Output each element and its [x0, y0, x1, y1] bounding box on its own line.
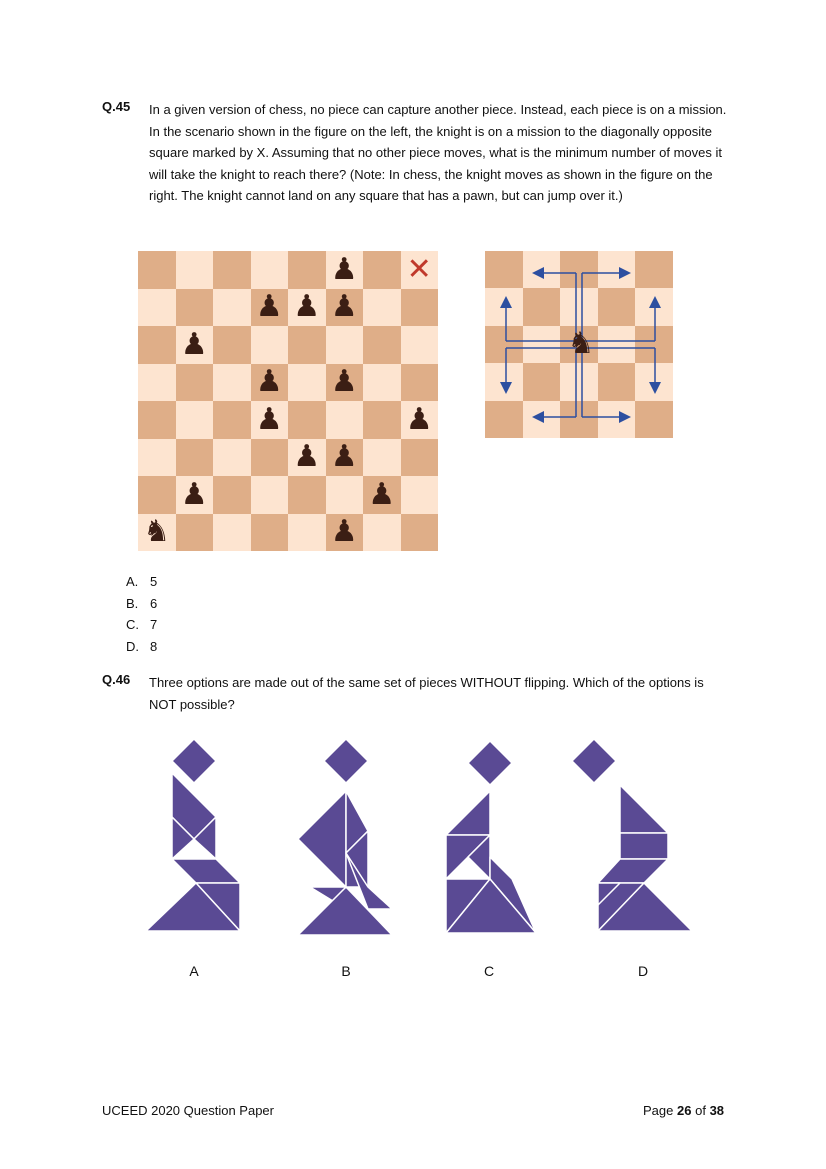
pawn-icon: ♟ — [255, 289, 283, 325]
question-text: Three options are made out of the same set of pieces WITHOUT flipping. Which of the options is NOT possible? — [149, 675, 704, 712]
board-square — [138, 251, 176, 289]
board-square — [138, 289, 176, 327]
tangram-figure-d — [572, 739, 692, 931]
board-square — [213, 476, 251, 514]
board-square — [213, 364, 251, 402]
board-square — [288, 326, 326, 364]
pawn-icon: ♟ — [293, 439, 321, 475]
page-number — [643, 1103, 724, 1118]
pawn-icon: ♟ — [330, 439, 358, 475]
board-square — [176, 401, 214, 439]
board-square — [363, 289, 401, 327]
board-square — [213, 401, 251, 439]
board-square — [363, 514, 401, 552]
knight-piece: ♞ — [567, 326, 595, 361]
board-square — [288, 439, 326, 477]
board-square — [176, 439, 214, 477]
board-square — [326, 326, 364, 364]
board-square — [213, 439, 251, 477]
pawn-icon: ♟ — [405, 401, 433, 437]
board-square — [326, 289, 364, 327]
pawn-icon: ♟ — [330, 289, 358, 325]
pawn-icon: ♟ — [330, 251, 358, 287]
answer-option — [126, 636, 157, 658]
option-value: 6 — [150, 595, 158, 611]
board-square — [401, 439, 439, 477]
board-square — [213, 289, 251, 327]
board-square — [213, 514, 251, 552]
board-square — [363, 251, 401, 289]
board-square — [401, 326, 439, 364]
target-x-icon: ✕ — [406, 252, 432, 286]
board-square — [288, 289, 326, 327]
board-square — [138, 514, 176, 552]
answer-option — [126, 614, 157, 636]
board-square — [251, 364, 289, 402]
figure-label-c: C — [483, 963, 495, 979]
board-square — [401, 289, 439, 327]
board-square — [176, 514, 214, 552]
board-square — [326, 401, 364, 439]
board-square — [363, 439, 401, 477]
board-square — [326, 364, 364, 402]
tangram-figures — [140, 735, 700, 940]
pawn-icon: ♟ — [180, 476, 208, 512]
board-square — [251, 289, 289, 327]
board-square — [401, 476, 439, 514]
board-square — [176, 289, 214, 327]
board-square — [176, 326, 214, 364]
option-label: D. — [126, 638, 139, 654]
board-square — [213, 326, 251, 364]
footer-title: UCEED 2020 Question Paper — [102, 1103, 274, 1118]
answer-option — [126, 571, 157, 593]
page-current: 26 — [677, 1103, 692, 1118]
question-number: Q.46 — [102, 672, 131, 687]
option-value: 5 — [150, 574, 158, 589]
figure-label-b: B — [341, 963, 351, 979]
board-square — [251, 251, 289, 289]
board-square — [363, 401, 401, 439]
question-number: Q.45 — [102, 99, 131, 114]
board-square — [288, 476, 326, 514]
board-square — [326, 514, 364, 552]
board-square — [251, 326, 289, 364]
board-square — [138, 401, 176, 439]
board-square — [213, 251, 251, 289]
pawn-icon: ♟ — [255, 364, 283, 400]
board-square — [363, 364, 401, 402]
board-square — [401, 514, 439, 552]
knight-icon: ♞ — [143, 514, 171, 550]
board-square — [363, 476, 401, 514]
board-square — [138, 326, 176, 364]
tangram-figure-a — [146, 739, 240, 931]
board-square — [288, 364, 326, 402]
board-square — [288, 251, 326, 289]
board-square — [288, 514, 326, 552]
page-of: of — [695, 1103, 706, 1118]
answer-option — [126, 593, 157, 615]
pawn-icon: ♟ — [255, 401, 283, 437]
option-label: A. — [126, 574, 139, 589]
board-square — [251, 514, 289, 552]
pawn-icon: ♟ — [180, 326, 208, 362]
board-square — [401, 364, 439, 402]
pawn-icon: ♟ — [330, 364, 358, 400]
board-square — [138, 476, 176, 514]
option-value: 8 — [150, 638, 158, 654]
pawn-icon: ♟ — [330, 514, 358, 550]
question-text: In a given version of chess, no piece can capture another piece. Instead, each piece is on a mission. In the scenario shown in the figure on the left, the knight is on a mission to the diagonally opposite square marked by X. Assuming that no other piece moves, what is the minimum number of moves it will take the knight to reach there? (Note: In chess, the knight moves as shown in the figure on the right. The knight cannot land on any square that has a pawn, but can jump over it.) — [149, 102, 727, 203]
board-square — [363, 326, 401, 364]
figure-label-a: A — [189, 963, 199, 979]
answer-options — [126, 571, 157, 657]
board-square — [138, 439, 176, 477]
board-square — [176, 476, 214, 514]
option-value: 7 — [150, 617, 158, 632]
board-square — [326, 476, 364, 514]
tangram-figure-c — [446, 741, 536, 933]
option-label: C. — [126, 617, 139, 632]
board-square — [288, 401, 326, 439]
board-square — [401, 251, 439, 289]
knight-move-diagram — [485, 251, 673, 438]
board-square — [326, 251, 364, 289]
figure-label-d: D — [637, 963, 649, 979]
tangram-figure-b — [298, 739, 392, 935]
board-square — [251, 476, 289, 514]
board-square — [176, 251, 214, 289]
option-label: B. — [126, 595, 139, 611]
board-square — [251, 439, 289, 477]
page-prefix: Page — [643, 1103, 674, 1118]
board-square — [251, 401, 289, 439]
board-square — [138, 364, 176, 402]
chess-board — [138, 251, 438, 551]
board-square — [176, 364, 214, 402]
pawn-icon: ♟ — [368, 476, 396, 512]
pawn-icon: ♟ — [293, 289, 321, 325]
board-square — [401, 401, 439, 439]
board-square — [326, 439, 364, 477]
page-total: 38 — [709, 1103, 725, 1118]
